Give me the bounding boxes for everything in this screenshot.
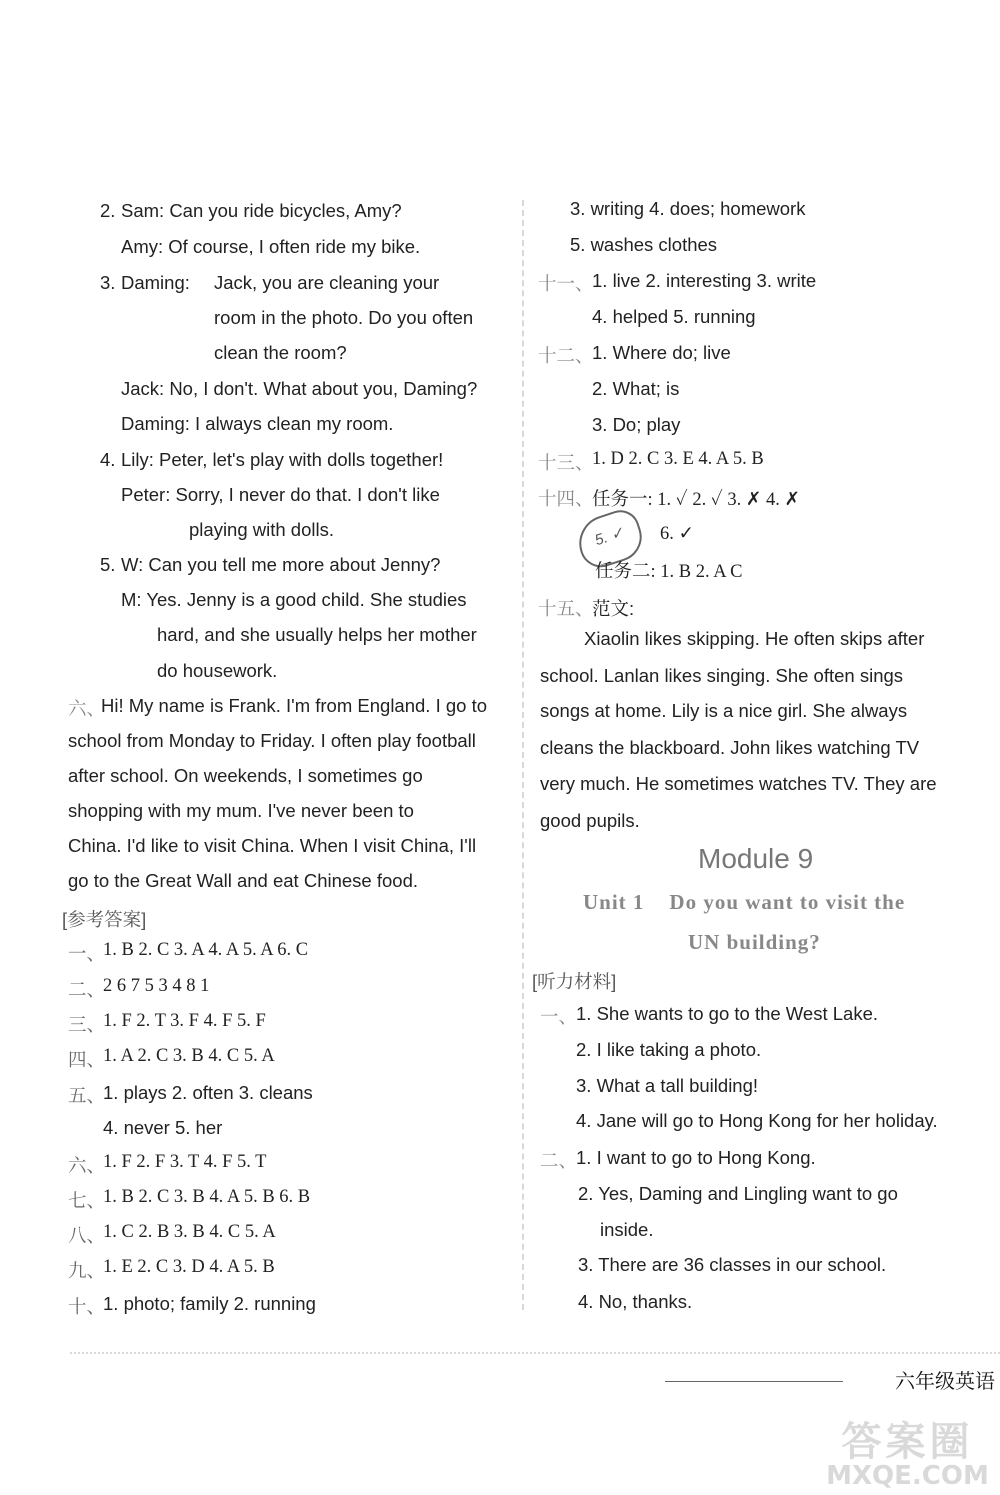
dialog-2-amy: Amy: Of course, I often ride my bike. bbox=[121, 236, 421, 257]
dialog-3-daming2: Daming: I always clean my room. bbox=[121, 413, 394, 434]
passage-line-2: school from Monday to Friday. I often play football bbox=[68, 730, 476, 751]
answer-3-num: 三、 bbox=[68, 1016, 106, 1036]
right-line-12-num: 十五、 bbox=[538, 598, 594, 619]
answer-7-num: 七、 bbox=[68, 1192, 106, 1212]
listen-5: 1. I want to go to Hong Kong. bbox=[576, 1147, 816, 1168]
passage-line-5: China. I'd like to visit China. When I visit China, I'll bbox=[68, 835, 477, 856]
listen-6: 2. Yes, Daming and Lingling want to go bbox=[578, 1183, 898, 1204]
listen-8: 3. There are 36 classes in our school. bbox=[578, 1254, 887, 1275]
listen-5-num: 二、 bbox=[540, 1150, 578, 1171]
right-line-12: 范文: bbox=[592, 598, 635, 619]
dialog-3-daming-label: Daming: bbox=[121, 272, 190, 293]
answer-8-num: 八、 bbox=[68, 1227, 106, 1247]
listen-1: 1. She wants to go to the West Lake. bbox=[576, 1003, 879, 1024]
essay-line-1: Xiaolin likes skipping. He often skips after bbox=[584, 628, 925, 649]
listen-3: 3. What a tall building! bbox=[576, 1075, 759, 1096]
reference-answers-header: [参考答案] bbox=[62, 909, 147, 930]
right-line-3: 1. live 2. interesting 3. write bbox=[592, 270, 817, 291]
dialog-3-daming-b: room in the photo. Do you often bbox=[214, 307, 474, 328]
right-line-4: 4. helped 5. running bbox=[592, 306, 756, 327]
answer-6-num: 六、 bbox=[68, 1157, 106, 1177]
essay-line-3: songs at home. Lily is a nice girl. She always bbox=[540, 700, 908, 721]
answer-5-num: 五、 bbox=[68, 1085, 106, 1106]
answer-10: 1. photo; family 2. running bbox=[103, 1293, 316, 1314]
right-line-2: 5. washes clothes bbox=[570, 234, 718, 255]
answer-2-num: 二、 bbox=[68, 981, 106, 1001]
essay-line-6: good pupils. bbox=[540, 810, 640, 831]
answer-7: 1. B 2. C 3. B 4. A 5. B 6. B bbox=[103, 1187, 311, 1207]
listen-7: inside. bbox=[600, 1219, 654, 1240]
column-divider bbox=[522, 200, 524, 1310]
right-line-6: 2. What; is bbox=[592, 378, 680, 399]
answer-10-num: 十、 bbox=[68, 1296, 106, 1317]
dialog-2-sam: Sam: Can you ride bicycles, Amy? bbox=[121, 200, 402, 221]
right-line-10: 6. ✓ bbox=[660, 524, 695, 544]
dialog-5-m-a: M: Yes. Jenny is a good child. She studies bbox=[121, 589, 467, 610]
dialog-4-num: 4. bbox=[100, 449, 116, 470]
dialog-4-lily: Lily: Peter, let's play with dolls together! bbox=[121, 449, 444, 470]
listen-2: 2. I like taking a photo. bbox=[576, 1039, 762, 1060]
passage-num: 六、 bbox=[68, 698, 106, 719]
right-line-9: 任务一: 1. ✓ 2. ✓ 3. ✗ 4. ✗ bbox=[592, 490, 801, 510]
handwritten-stamp: 5. ✓ bbox=[572, 505, 648, 572]
essay-line-5: very much. He sometimes watches TV. They are bbox=[540, 773, 937, 794]
module-title: Module 9 bbox=[698, 843, 814, 874]
dialog-4-peter-b: playing with dolls. bbox=[189, 519, 334, 540]
answer-6: 1. F 2. F 3. T 4. F 5. T bbox=[103, 1152, 267, 1172]
answer-1: 1. B 2. C 3. A 4. A 5. A 6. C bbox=[103, 940, 309, 960]
bottom-dotted-rule bbox=[70, 1352, 1000, 1354]
unit-title-line-1: Unit 1 Do you want to visit the bbox=[583, 890, 906, 914]
answer-9-num: 九、 bbox=[68, 1262, 106, 1282]
answer-4: 1. A 2. C 3. B 4. C 5. A bbox=[103, 1046, 275, 1066]
right-line-5-num: 十二、 bbox=[538, 345, 594, 366]
listening-header: [听力材料] bbox=[532, 971, 617, 992]
dialog-5-m-c: do housework. bbox=[157, 660, 278, 681]
watermark-cn: 答案圈 bbox=[841, 1419, 974, 1465]
dialog-5-num: 5. bbox=[100, 554, 116, 575]
answer-2: 2 6 7 5 3 4 8 1 bbox=[103, 976, 210, 996]
listen-1-num: 一、 bbox=[540, 1006, 578, 1027]
answer-8: 1. C 2. B 3. B 4. C 5. A bbox=[103, 1222, 276, 1242]
passage-line-6: go to the Great Wall and eat Chinese food. bbox=[68, 870, 419, 891]
watermark-en: MXQE.COM bbox=[826, 1461, 989, 1491]
dialog-3-daming-c: clean the room? bbox=[214, 342, 347, 363]
dialog-3-num: 3. bbox=[100, 272, 116, 293]
footer-rule bbox=[665, 1381, 843, 1382]
right-line-5: 1. Where do; live bbox=[592, 342, 731, 363]
dialog-3-daming-a: Jack, you are cleaning your bbox=[214, 272, 440, 293]
unit-title-line-2: UN building? bbox=[688, 930, 821, 954]
essay-line-2: school. Lanlan likes singing. She often sings bbox=[540, 665, 904, 686]
right-line-8-num: 十三、 bbox=[538, 454, 594, 474]
listen-9: 4. No, thanks. bbox=[578, 1291, 693, 1312]
passage-line-1: Hi! My name is Frank. I'm from England. I go to bbox=[101, 695, 487, 716]
answer-5: 1. plays 2. often 3. cleans bbox=[103, 1082, 313, 1103]
right-line-7: 3. Do; play bbox=[592, 414, 681, 435]
passage-line-4: shopping with my mum. I've never been to bbox=[68, 800, 414, 821]
answer-4-num: 四、 bbox=[68, 1051, 106, 1071]
essay-line-4: cleans the blackboard. John likes watching TV bbox=[540, 737, 920, 758]
right-line-8: 1. D 2. C 3. E 4. A 5. B bbox=[592, 449, 764, 469]
passage-line-3: after school. On weekends, I sometimes go bbox=[68, 765, 423, 786]
right-line-3-num: 十一、 bbox=[538, 273, 594, 294]
dialog-5-m-b: hard, and she usually helps her mother bbox=[157, 624, 477, 645]
dialog-5-w: W: Can you tell me more about Jenny? bbox=[121, 554, 441, 575]
dialog-3-jack: Jack: No, I don't. What about you, Daming? bbox=[121, 378, 478, 399]
answer-9: 1. E 2. C 3. D 4. A 5. B bbox=[103, 1257, 275, 1277]
answer-5b: 4. never 5. her bbox=[103, 1117, 223, 1138]
footer-grade-label: 六年级英语 bbox=[895, 1369, 995, 1393]
answer-3: 1. F 2. T 3. F 4. F 5. F bbox=[103, 1011, 266, 1031]
right-line-1: 3. writing 4. does; homework bbox=[570, 198, 806, 219]
right-line-11: 任务二: 1. B 2. A C bbox=[595, 562, 743, 582]
dialog-2-num: 2. bbox=[100, 200, 116, 221]
dialog-4-peter-a: Peter: Sorry, I never do that. I don't like bbox=[121, 484, 440, 505]
watermark-logo bbox=[820, 1410, 995, 1490]
listen-4: 4. Jane will go to Hong Kong for her holiday. bbox=[576, 1110, 938, 1131]
answer-1-num: 一、 bbox=[68, 945, 106, 965]
right-line-9-num: 十四、 bbox=[538, 490, 594, 510]
